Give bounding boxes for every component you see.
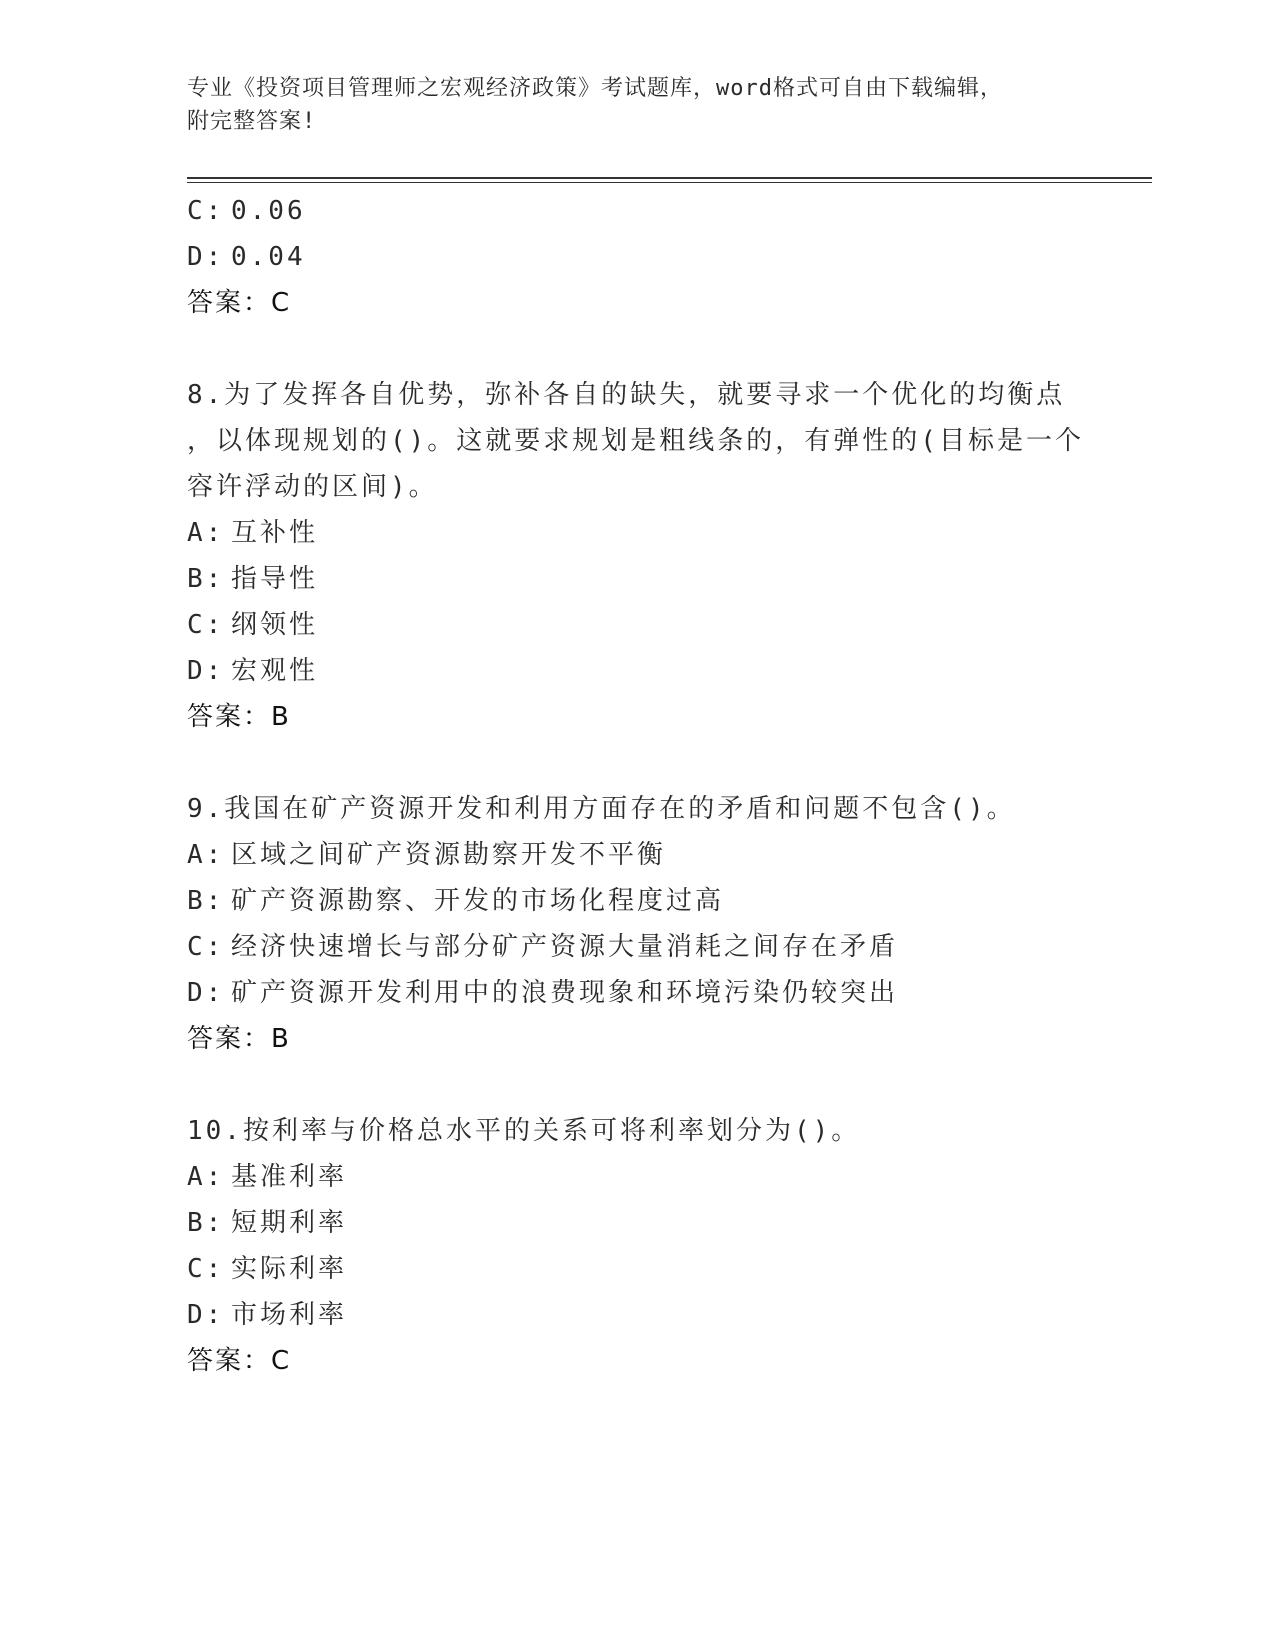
option-text: 0.06 [231,196,306,226]
option-c [187,1246,1087,1292]
question-stem: 9.我国在矿产资源开发和利用方面存在的矛盾和问题不包含()。 [187,794,1016,824]
answer-line: 答案：B [187,702,291,732]
option-letter: A: [187,1162,225,1192]
option-c [187,602,1087,648]
option-text: 0.04 [231,242,306,272]
question-stem: 8.为了发挥各自优势，弥补各自的缺失，就要寻求一个优化的均衡点 [187,380,1066,410]
spacer [187,1062,1087,1108]
option-c [187,188,1087,234]
option-text: 区域之间矿产资源勘察开发不平衡 [231,840,667,870]
option-text: 互补性 [231,518,319,548]
option-d [187,970,1087,1016]
option-letter: C: [187,196,225,226]
option-text: 经济快速增长与部分矿产资源大量消耗之间存在矛盾 [231,932,899,962]
option-a [187,1154,1087,1200]
option-b [187,556,1087,602]
option-b [187,1200,1087,1246]
option-text: 指导性 [231,564,319,594]
question-8 [187,372,1087,740]
option-c [187,924,1087,970]
question-stem: ，以体现规划的()。这就要求规划是粗线条的，有弹性的(目标是一个 [187,426,1084,456]
option-letter: B: [187,1208,225,1238]
question-9 [187,786,1087,1062]
question-10 [187,1108,1087,1384]
option-text: 矿产资源勘察、开发的市场化程度过高 [231,886,725,916]
option-text: 实际利率 [231,1254,348,1284]
option-letter: B: [187,886,225,916]
option-text: 短期利率 [231,1208,348,1238]
option-d [187,234,1087,280]
option-d [187,648,1087,694]
answer-line: 答案：B [187,1024,291,1054]
partial-question [187,188,1087,326]
spacer [187,740,1087,786]
header-line-2: 附完整答案! [187,109,317,134]
answer-line: 答案：C [187,288,292,318]
option-text: 基准利率 [231,1162,348,1192]
option-letter: D: [187,242,225,272]
document-body [187,188,1087,1384]
option-letter: D: [187,656,225,686]
spacer [187,326,1087,372]
question-stem: 容许浮动的区间)。 [187,472,438,502]
option-letter: A: [187,840,225,870]
option-a [187,832,1087,878]
option-d [187,1292,1087,1338]
header-divider [187,177,1152,183]
option-letter: C: [187,1254,225,1284]
option-text: 纲领性 [231,610,319,640]
option-letter: C: [187,932,225,962]
option-letter: D: [187,1300,225,1330]
question-stem: 10.按利率与价格总水平的关系可将利率划分为()。 [187,1116,861,1146]
option-text: 矿产资源开发利用中的浪费现象和环境污染仍较突出 [231,978,899,1008]
answer-line: 答案：C [187,1346,292,1376]
option-letter: C: [187,610,225,640]
option-text: 市场利率 [231,1300,348,1330]
option-letter: D: [187,978,225,1008]
header-line-1: 专业《投资项目管理师之宏观经济政策》考试题库，word格式可自由下载编辑， [187,76,1003,101]
option-text: 宏观性 [231,656,319,686]
option-a [187,510,1087,556]
option-letter: A: [187,518,225,548]
option-b [187,878,1087,924]
option-letter: B: [187,564,225,594]
page-header [187,72,1087,138]
